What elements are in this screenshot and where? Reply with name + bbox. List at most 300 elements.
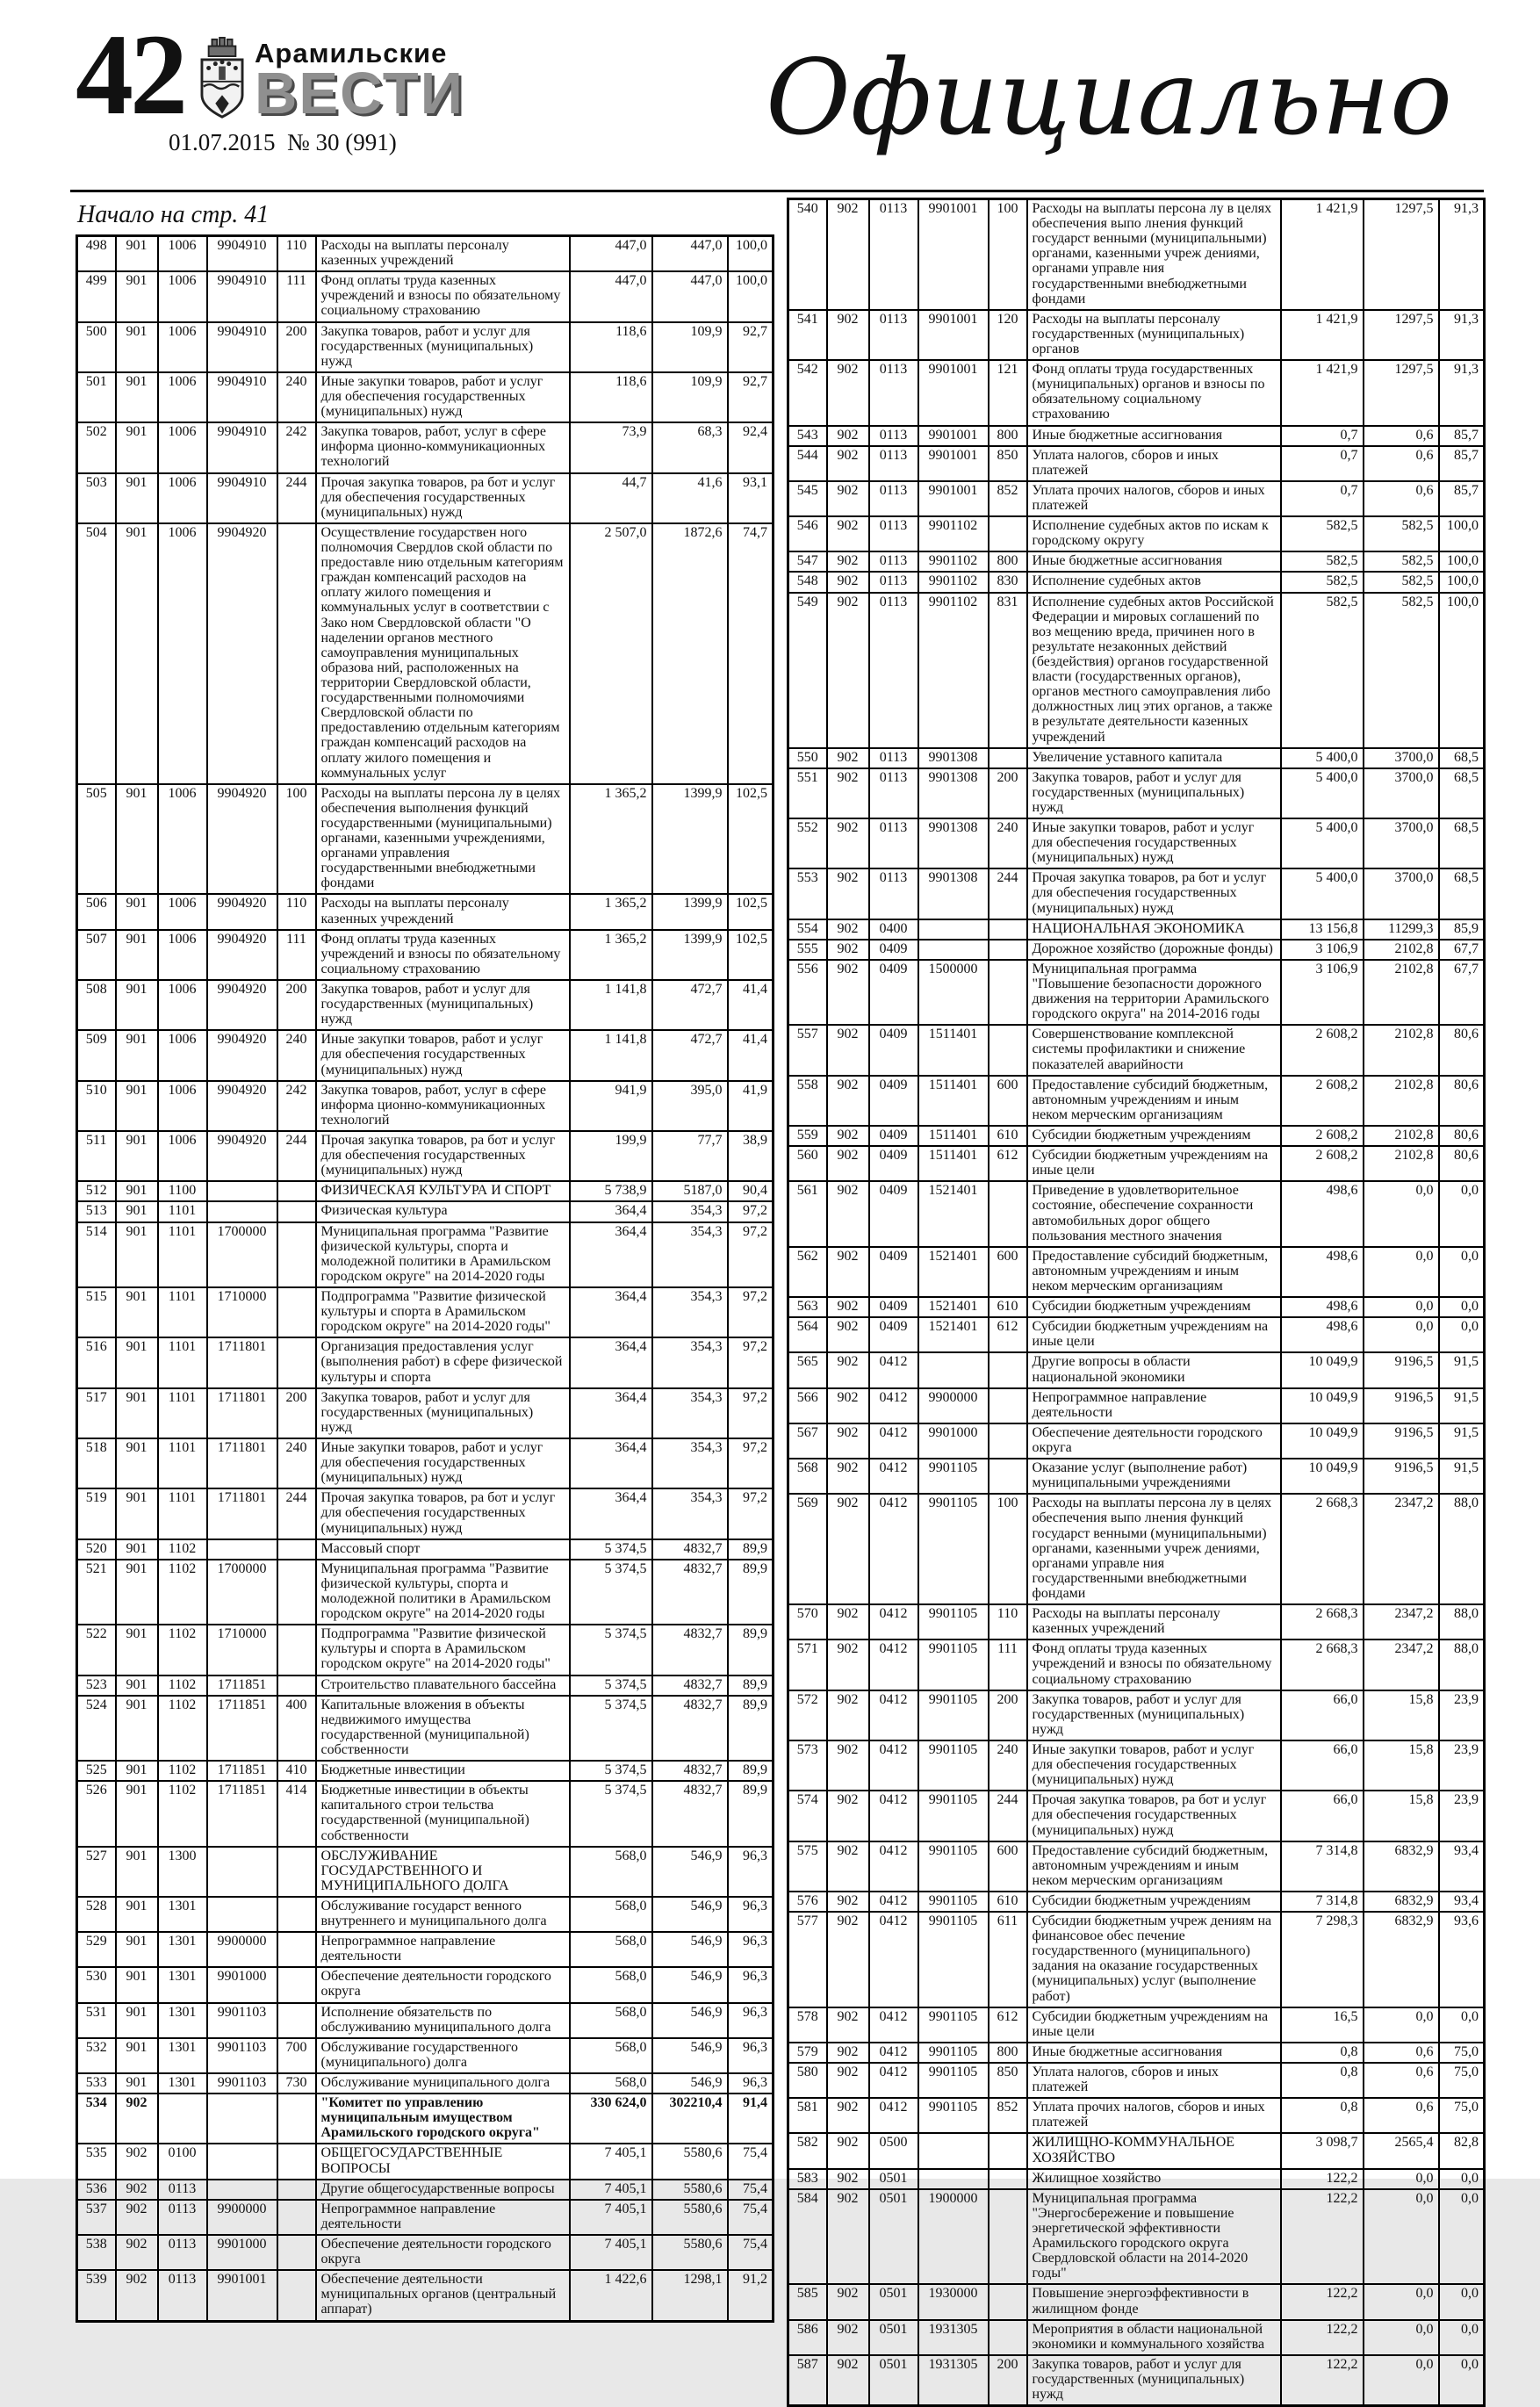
expense-name: Обслуживание государст венного внутреннего и муниципального долга xyxy=(316,1897,570,1932)
expense-name: Фонд оплаты труда казенных учреждений и взносы по обязательному социальному страхованию xyxy=(316,930,570,980)
adm-code: 901 xyxy=(116,784,158,895)
section-code: 1101 xyxy=(158,1287,207,1337)
executed-amount: 4832,7 xyxy=(652,1676,728,1696)
adm-code: 902 xyxy=(827,1639,869,1690)
execution-percent: 75,0 xyxy=(1439,2063,1485,2098)
expense-type-code: 800 xyxy=(989,2043,1027,2063)
adm-code: 901 xyxy=(116,1438,158,1488)
expense-type-code xyxy=(277,1625,316,1675)
execution-percent: 97,2 xyxy=(728,1287,774,1337)
expense-name: Субсидии бюджетным учреждениям xyxy=(1027,1126,1281,1146)
section-code: 0501 xyxy=(869,2189,918,2285)
expense-type-code: 244 xyxy=(277,1488,316,1539)
table-row xyxy=(77,784,774,895)
expense-name: Муниципальная программа "Развитие физической культуры, спорта и молодежной политики в Арамильском городском округе" на 2014-2020 годы xyxy=(316,1560,570,1625)
expense-type-code: 100 xyxy=(989,199,1027,310)
target-article-code: 9904920 xyxy=(207,930,277,980)
executed-amount: 1298,1 xyxy=(652,2270,728,2321)
expense-type-code: 200 xyxy=(989,2355,1027,2406)
approved-amount: 7 405,1 xyxy=(570,2144,652,2179)
adm-code: 902 xyxy=(827,1423,869,1459)
issue-date-number: 01.07.2015 № 30 (991) xyxy=(169,128,397,155)
approved-amount: 3 106,9 xyxy=(1281,940,1364,960)
target-article-code: 1521401 xyxy=(918,1317,989,1352)
approved-amount: 582,5 xyxy=(1281,572,1364,592)
table-row xyxy=(788,593,1485,748)
adm-code: 902 xyxy=(827,593,869,748)
execution-percent: 100,0 xyxy=(1439,551,1485,572)
execution-percent: 89,9 xyxy=(728,1539,774,1560)
section-title: Официально xyxy=(766,37,1452,158)
executed-amount: 0,6 xyxy=(1364,2098,1439,2133)
section-code: 0501 xyxy=(869,2320,918,2355)
target-article-code: 9900000 xyxy=(207,2200,277,2235)
section-code: 1006 xyxy=(158,523,207,784)
row-num: 545 xyxy=(788,481,827,516)
expense-name: Уплата прочих налогов, сборов и иных платежей xyxy=(1027,481,1281,516)
execution-percent: 89,9 xyxy=(728,1560,774,1625)
approved-amount: 2 608,2 xyxy=(1281,1146,1364,1181)
adm-code: 902 xyxy=(827,2007,869,2043)
expense-name: Другие общегосударственные вопросы xyxy=(316,2180,570,2200)
adm-code: 902 xyxy=(827,1604,869,1639)
expense-type-code: 111 xyxy=(277,271,316,321)
execution-percent: 91,5 xyxy=(1439,1459,1485,1494)
executed-amount: 5580,6 xyxy=(652,2200,728,2235)
table-row xyxy=(788,446,1485,481)
expense-name: Прочая закупка товаров, ра бот и услуг для обеспечения государственных (муниципальных) нужд xyxy=(316,473,570,523)
target-article-code: 9904920 xyxy=(207,784,277,895)
expense-name: Расходы на выплаты персоналу казенных учреждений xyxy=(1027,1604,1281,1639)
expense-type-code: 200 xyxy=(989,768,1027,818)
row-num: 583 xyxy=(788,2169,827,2189)
expense-type-code xyxy=(277,1967,316,2002)
execution-percent: 80,6 xyxy=(1439,1076,1485,1126)
target-article-code: 9904910 xyxy=(207,372,277,422)
executed-amount: 68,3 xyxy=(652,422,728,472)
expense-name: Закупка товаров, работ, услуг в сфере информа ционно-коммуникационных технологий xyxy=(316,422,570,472)
approved-amount: 3 106,9 xyxy=(1281,960,1364,1025)
execution-percent: 82,8 xyxy=(1439,2133,1485,2168)
executed-amount: 354,3 xyxy=(652,1287,728,1337)
table-row xyxy=(77,2073,774,2094)
table-row xyxy=(77,980,774,1030)
table-row xyxy=(788,2098,1485,2133)
section-code: 1301 xyxy=(158,2038,207,2073)
execution-percent: 93,4 xyxy=(1439,1892,1485,1912)
execution-percent: 74,7 xyxy=(728,523,774,784)
expense-name: Физическая культура xyxy=(316,1201,570,1222)
table-row xyxy=(788,1494,1485,1604)
row-num: 499 xyxy=(77,271,116,321)
adm-code: 902 xyxy=(827,1025,869,1075)
expense-type-code: 200 xyxy=(277,1388,316,1438)
target-article-code: 9901308 xyxy=(918,748,989,768)
execution-percent: 80,6 xyxy=(1439,1025,1485,1075)
section-code: 1301 xyxy=(158,1932,207,1967)
table-row xyxy=(788,199,1485,310)
approved-amount: 5 374,5 xyxy=(570,1539,652,1560)
expense-type-code: 200 xyxy=(277,980,316,1030)
execution-percent: 96,3 xyxy=(728,1897,774,1932)
expense-type-code xyxy=(989,960,1027,1025)
execution-percent: 85,9 xyxy=(1439,919,1485,940)
execution-percent: 91,4 xyxy=(728,2094,774,2144)
section-code: 1006 xyxy=(158,236,207,272)
row-num: 515 xyxy=(77,1287,116,1337)
row-num: 537 xyxy=(77,2200,116,2235)
target-article-code: 9901001 xyxy=(918,310,989,360)
executed-amount: 2102,8 xyxy=(1364,1146,1439,1181)
executed-amount: 9196,5 xyxy=(1364,1459,1439,1494)
adm-code: 902 xyxy=(827,940,869,960)
row-num: 556 xyxy=(788,960,827,1025)
adm-code: 902 xyxy=(827,818,869,868)
section-code: 0113 xyxy=(869,748,918,768)
row-num: 531 xyxy=(77,2003,116,2038)
execution-percent: 38,9 xyxy=(728,1131,774,1181)
approved-amount: 5 374,5 xyxy=(570,1560,652,1625)
table-row xyxy=(788,818,1485,868)
approved-amount: 568,0 xyxy=(570,1847,652,1897)
table-row xyxy=(77,1932,774,1967)
target-article-code: 1711801 xyxy=(207,1337,277,1387)
executed-amount: 1399,9 xyxy=(652,930,728,980)
expense-type-code: 852 xyxy=(989,481,1027,516)
expense-type-code: 240 xyxy=(989,1740,1027,1791)
executed-amount: 1399,9 xyxy=(652,894,728,929)
expense-name: Обслуживание муниципального долга xyxy=(316,2073,570,2094)
expense-type-code xyxy=(989,1423,1027,1459)
approved-amount: 568,0 xyxy=(570,2003,652,2038)
execution-percent: 102,5 xyxy=(728,784,774,895)
row-num: 563 xyxy=(788,1297,827,1317)
approved-amount: 364,4 xyxy=(570,1388,652,1438)
adm-code: 902 xyxy=(827,310,869,360)
expense-type-code xyxy=(989,1388,1027,1423)
table-row xyxy=(788,1690,1485,1740)
expense-type-code xyxy=(277,1847,316,1897)
executed-amount: 472,7 xyxy=(652,1030,728,1080)
execution-percent: 88,0 xyxy=(1439,1639,1485,1690)
approved-amount: 199,9 xyxy=(570,1131,652,1181)
expense-type-code: 244 xyxy=(989,868,1027,919)
adm-code: 901 xyxy=(116,236,158,272)
target-article-code: 9901105 xyxy=(918,2007,989,2043)
adm-code: 902 xyxy=(827,1076,869,1126)
expense-name: Иные бюджетные ассигнования xyxy=(1027,2043,1281,2063)
row-num: 587 xyxy=(788,2355,827,2406)
row-num: 586 xyxy=(788,2320,827,2355)
table-row xyxy=(77,236,774,272)
target-article-code: 9901105 xyxy=(918,1912,989,2007)
table-row xyxy=(77,2200,774,2235)
adm-code: 902 xyxy=(827,199,869,310)
adm-code: 901 xyxy=(116,1967,158,2002)
approved-amount: 73,9 xyxy=(570,422,652,472)
execution-percent: 0,0 xyxy=(1439,1317,1485,1352)
executed-amount: 5580,6 xyxy=(652,2144,728,2179)
adm-code: 901 xyxy=(116,271,158,321)
executed-amount: 354,3 xyxy=(652,1222,728,1287)
expense-name: Расходы на выплаты персона лу в целях обеспечения выпо лнения функций государст венными (муниципальными) органами, казенными учреж дениями, органами управле ния государственными внебюджетными фондами xyxy=(1027,1494,1281,1604)
execution-percent: 85,7 xyxy=(1439,446,1485,481)
adm-code: 902 xyxy=(827,1892,869,1912)
expense-type-code: 410 xyxy=(277,1761,316,1781)
section-code: 1101 xyxy=(158,1438,207,1488)
execution-percent: 91,3 xyxy=(1439,360,1485,425)
section-code: 0113 xyxy=(869,572,918,592)
approved-amount: 568,0 xyxy=(570,1932,652,1967)
expense-name: Обеспечение деятельности городского округа xyxy=(1027,1423,1281,1459)
approved-amount: 1 422,6 xyxy=(570,2270,652,2321)
expense-name: ОБСЛУЖИВАНИЕ ГОСУДАРСТВЕННОГО И МУНИЦИПАЛЬНОГО ДОЛГА xyxy=(316,1847,570,1897)
section-code: 0113 xyxy=(869,199,918,310)
table-row xyxy=(77,1287,774,1337)
row-num: 498 xyxy=(77,236,116,272)
executed-amount: 41,6 xyxy=(652,473,728,523)
expense-name: "Комитет по управлению муниципальным имуществом Арамильского городского округа" xyxy=(316,2094,570,2144)
section-code: 1101 xyxy=(158,1388,207,1438)
executed-amount: 15,8 xyxy=(1364,1690,1439,1740)
section-code: 1101 xyxy=(158,1201,207,1222)
expense-type-code xyxy=(989,516,1027,551)
table-row xyxy=(788,2007,1485,2043)
execution-percent: 93,6 xyxy=(1439,1912,1485,2007)
adm-code: 902 xyxy=(827,551,869,572)
target-article-code xyxy=(207,1201,277,1222)
approved-amount: 1 365,2 xyxy=(570,784,652,895)
approved-amount: 0,7 xyxy=(1281,481,1364,516)
expense-type-code xyxy=(989,940,1027,960)
executed-amount: 4832,7 xyxy=(652,1761,728,1781)
section-code: 1006 xyxy=(158,1030,207,1080)
approved-amount: 5 374,5 xyxy=(570,1696,652,1761)
table-row xyxy=(77,372,774,422)
approved-amount: 122,2 xyxy=(1281,2169,1364,2189)
row-num: 550 xyxy=(788,748,827,768)
expense-type-code xyxy=(277,2270,316,2321)
approved-amount: 941,9 xyxy=(570,1081,652,1131)
target-article-code: 9901000 xyxy=(207,2235,277,2270)
table-row xyxy=(77,422,774,472)
adm-code: 902 xyxy=(827,1494,869,1604)
section-code: 0409 xyxy=(869,1126,918,1146)
adm-code: 902 xyxy=(827,516,869,551)
row-num: 578 xyxy=(788,2007,827,2043)
execution-percent: 67,7 xyxy=(1439,960,1485,1025)
expense-name: НАЦИОНАЛЬНАЯ ЭКОНОМИКА xyxy=(1027,919,1281,940)
section-code: 0412 xyxy=(869,2043,918,2063)
target-article-code: 1511401 xyxy=(918,1126,989,1146)
approved-amount: 7 314,8 xyxy=(1281,1841,1364,1892)
adm-code: 901 xyxy=(116,1676,158,1696)
executed-amount: 3700,0 xyxy=(1364,768,1439,818)
expense-name: Другие вопросы в области национальной экономики xyxy=(1027,1352,1281,1387)
table-row xyxy=(788,310,1485,360)
target-article-code: 9901105 xyxy=(918,1791,989,1841)
target-article-code: 9904910 xyxy=(207,236,277,272)
expense-name: Исполнение судебных актов по искам к городскому округу xyxy=(1027,516,1281,551)
target-article-code xyxy=(918,1352,989,1387)
table-row xyxy=(788,426,1485,446)
row-num: 535 xyxy=(77,2144,116,2179)
executed-amount: 472,7 xyxy=(652,980,728,1030)
execution-percent: 102,5 xyxy=(728,894,774,929)
table-row xyxy=(788,2189,1485,2285)
section-code: 0412 xyxy=(869,1740,918,1791)
expense-name: Уплата налогов, сборов и иных платежей xyxy=(1027,446,1281,481)
budget-table-right xyxy=(787,198,1486,2407)
approved-amount: 1 421,9 xyxy=(1281,310,1364,360)
approved-amount: 447,0 xyxy=(570,271,652,321)
expense-type-code xyxy=(989,1352,1027,1387)
expense-name: Обеспечение деятельности городского округа xyxy=(316,1967,570,2002)
expense-type-code: 100 xyxy=(277,784,316,895)
section-code: 0113 xyxy=(869,868,918,919)
expense-name: Субсидии бюджетным учреждениям xyxy=(1027,1892,1281,1912)
expense-name: Мероприятия в области национальной экономики и коммунального хозяйства xyxy=(1027,2320,1281,2355)
table-row xyxy=(788,1146,1485,1181)
target-article-code: 1511401 xyxy=(918,1025,989,1075)
adm-code: 901 xyxy=(116,2073,158,2094)
approved-amount: 364,4 xyxy=(570,1201,652,1222)
table-row xyxy=(788,1247,1485,1297)
target-article-code: 9901102 xyxy=(918,593,989,748)
adm-code: 901 xyxy=(116,930,158,980)
executed-amount: 395,0 xyxy=(652,1081,728,1131)
expense-type-code: 831 xyxy=(989,593,1027,748)
expense-name: Уплата налогов, сборов и иных платежей xyxy=(1027,2063,1281,2098)
section-code: 0412 xyxy=(869,1604,918,1639)
executed-amount: 0,0 xyxy=(1364,2284,1439,2319)
expense-name: ФИЗИЧЕСКАЯ КУЛЬТУРА И СПОРТ xyxy=(316,1181,570,1201)
expense-type-code: 244 xyxy=(277,1131,316,1181)
expense-type-code: 600 xyxy=(989,1076,1027,1126)
approved-amount: 364,4 xyxy=(570,1488,652,1539)
row-num: 581 xyxy=(788,2098,827,2133)
adm-code: 902 xyxy=(827,919,869,940)
row-num: 514 xyxy=(77,1222,116,1287)
expense-type-code: 240 xyxy=(989,818,1027,868)
section-code: 1006 xyxy=(158,930,207,980)
expense-type-code xyxy=(277,2235,316,2270)
approved-amount: 122,2 xyxy=(1281,2189,1364,2285)
adm-code: 902 xyxy=(116,2094,158,2144)
expense-name: Прочая закупка товаров, ра бот и услуг для обеспечения государственных (муниципальных) нужд xyxy=(316,1131,570,1181)
executed-amount: 5187,0 xyxy=(652,1181,728,1201)
masthead-left xyxy=(76,10,464,156)
execution-percent: 93,1 xyxy=(728,473,774,523)
approved-amount: 2 668,3 xyxy=(1281,1494,1364,1604)
target-article-code: 9904920 xyxy=(207,1131,277,1181)
section-code: 1300 xyxy=(158,1847,207,1897)
section-code: 0409 xyxy=(869,1076,918,1126)
execution-percent: 0,0 xyxy=(1439,2169,1485,2189)
adm-code: 901 xyxy=(116,980,158,1030)
expense-type-code xyxy=(989,2284,1027,2319)
adm-code: 901 xyxy=(116,1337,158,1387)
adm-code: 902 xyxy=(827,1912,869,2007)
execution-percent: 100,0 xyxy=(1439,572,1485,592)
executed-amount: 546,9 xyxy=(652,1967,728,2002)
expense-type-code xyxy=(277,1676,316,1696)
target-article-code: 9901105 xyxy=(918,1494,989,1604)
table-row xyxy=(77,1181,774,1201)
adm-code: 902 xyxy=(827,868,869,919)
row-num: 502 xyxy=(77,422,116,472)
execution-percent: 100,0 xyxy=(1439,516,1485,551)
target-article-code: 9901000 xyxy=(207,1967,277,2002)
executed-amount: 354,3 xyxy=(652,1201,728,1222)
target-article-code: 1521401 xyxy=(918,1297,989,1317)
execution-percent: 91,5 xyxy=(1439,1388,1485,1423)
section-code: 0113 xyxy=(158,2270,207,2321)
row-num: 553 xyxy=(788,868,827,919)
adm-code: 902 xyxy=(827,1297,869,1317)
executed-amount: 2102,8 xyxy=(1364,1126,1439,1146)
section-code: 1006 xyxy=(158,1131,207,1181)
approved-amount: 5 400,0 xyxy=(1281,768,1364,818)
target-article-code xyxy=(918,2133,989,2168)
adm-code: 902 xyxy=(827,1388,869,1423)
approved-amount: 582,5 xyxy=(1281,516,1364,551)
expense-type-code xyxy=(277,1539,316,1560)
row-num: 544 xyxy=(788,446,827,481)
approved-amount: 498,6 xyxy=(1281,1181,1364,1246)
section-code: 1301 xyxy=(158,1897,207,1932)
table-row xyxy=(77,2235,774,2270)
adm-code: 902 xyxy=(827,1791,869,1841)
target-article-code: 1710000 xyxy=(207,1287,277,1337)
adm-code: 901 xyxy=(116,2038,158,2073)
expense-name: Иные закупки товаров, работ и услуг для обеспечения государственных (муниципальных) нужд xyxy=(316,372,570,422)
expense-name: Прочая закупка товаров, ра бот и услуг для обеспечения государственных (муниципальных) нужд xyxy=(316,1488,570,1539)
row-num: 541 xyxy=(788,310,827,360)
table-row xyxy=(77,322,774,372)
expense-type-code: 240 xyxy=(277,372,316,422)
execution-percent: 75,0 xyxy=(1439,2098,1485,2133)
executed-amount: 9196,5 xyxy=(1364,1388,1439,1423)
adm-code: 902 xyxy=(116,2200,158,2235)
section-code: 1102 xyxy=(158,1696,207,1761)
expense-name: Расходы на выплаты персоналу казенных учреждений xyxy=(316,236,570,272)
section-code: 0113 xyxy=(158,2180,207,2200)
expense-type-code: 611 xyxy=(989,1912,1027,2007)
row-num: 513 xyxy=(77,1201,116,1222)
approved-amount: 582,5 xyxy=(1281,551,1364,572)
adm-code: 901 xyxy=(116,372,158,422)
expense-type-code: 612 xyxy=(989,2007,1027,2043)
executed-amount: 302210,4 xyxy=(652,2094,728,2144)
executed-amount: 3700,0 xyxy=(1364,868,1439,919)
executed-amount: 354,3 xyxy=(652,1438,728,1488)
expense-type-code: 100 xyxy=(989,1494,1027,1604)
approved-amount: 7 314,8 xyxy=(1281,1892,1364,1912)
approved-amount: 2 668,3 xyxy=(1281,1639,1364,1690)
target-article-code xyxy=(918,2169,989,2189)
expense-type-code: 111 xyxy=(277,930,316,980)
section-code: 0113 xyxy=(869,516,918,551)
target-article-code: 9901105 xyxy=(918,2098,989,2133)
adm-code: 902 xyxy=(827,1690,869,1740)
expense-type-code: 110 xyxy=(989,1604,1027,1639)
executed-amount: 3700,0 xyxy=(1364,818,1439,868)
expense-name: Субсидии бюджетным учреждениям на иные цели xyxy=(1027,2007,1281,2043)
execution-percent: 92,7 xyxy=(728,372,774,422)
section-code: 0409 xyxy=(869,1181,918,1246)
executed-amount: 546,9 xyxy=(652,2003,728,2038)
